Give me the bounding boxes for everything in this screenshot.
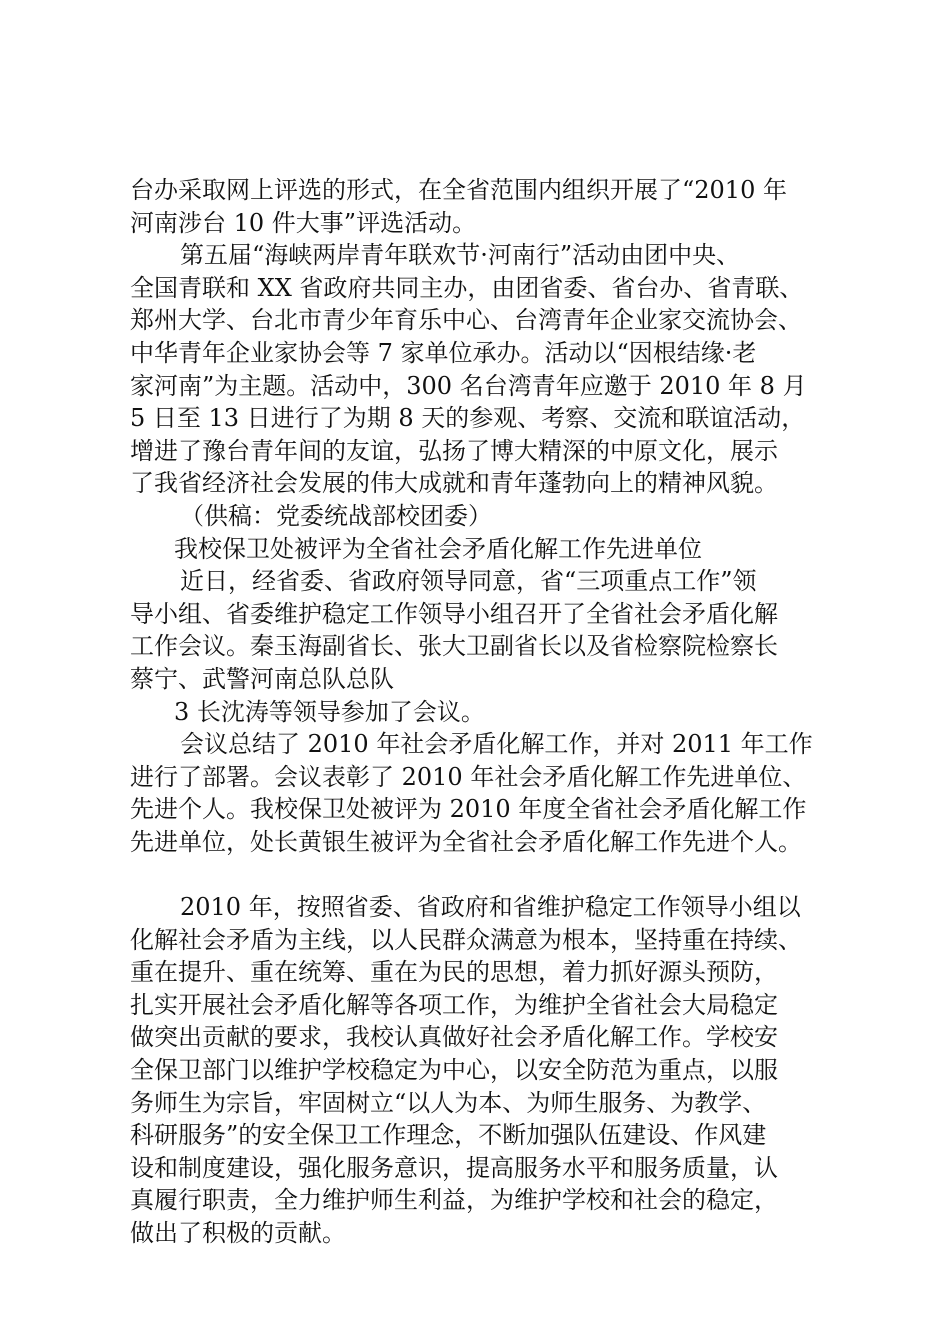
text-line: 进行了部署。会议表彰了 2010 年社会矛盾化解工作先进单位、 xyxy=(130,762,807,791)
text-line: 中华青年企业家协会等 7 家单位承办。活动以“因根结缘·老 xyxy=(130,338,757,367)
text-line: 台办采取网上评选的形式，在全省范围内组织开展了“2010 年 xyxy=(130,176,787,204)
text-line: 做出了积极的贡献。 xyxy=(130,1219,346,1247)
text-line: 河南涉台 10 件大事”评选活动。 xyxy=(130,208,477,237)
text-line: 5 日至 13 日进行了为期 8 天的参观、考察、交流和联谊活动， xyxy=(130,404,806,433)
text-line: 务师生为宗旨，牢固树立“以人为本、为师生服务、为教学、 xyxy=(130,1088,767,1117)
text-line: 增进了豫台青年间的友谊，弘扬了博大精深的中原文化，展示 xyxy=(130,436,778,465)
document-body xyxy=(130,174,842,1250)
text-line: 了我省经济社会发展的伟大成就和青年蓬勃向上的精神风貌。 xyxy=(130,469,778,498)
paragraph-gap xyxy=(130,858,842,891)
paragraph-start-line: 第五届“海峡两岸青年联欢节·河南行”活动由团中央、 xyxy=(180,241,741,270)
text-line: 化解社会矛盾为主线，以人民群众满意为根本，坚持重在持续、 xyxy=(130,925,802,954)
text-line: 设和制度建设，强化服务意识，提高服务水平和服务质量，认 xyxy=(130,1153,778,1182)
text-line: 全国青联和 XX 省政府共同主办，由团省委、省台办、省青联、 xyxy=(130,273,804,302)
text-line: 做突出贡献的要求，我校认真做好社会矛盾化解工作。学校安 xyxy=(130,1023,778,1052)
source-credit: （供稿：党委统战部校团委） xyxy=(180,501,492,530)
paragraph-start-line: 会议总结了 2010 年社会矛盾化解工作，并对 2011 年工作 xyxy=(180,730,813,759)
text-line: 蔡宁、武警河南总队总队 xyxy=(130,664,394,693)
text-line: 先进单位，处长黄银生被评为全省社会矛盾化解工作先进个人。 xyxy=(130,827,802,856)
text-line: 重在提升、重在统筹、重在为民的思想，着力抓好源头预防， xyxy=(130,958,778,987)
text-line: 郑州大学、台北市青少年育乐中心、台湾青年企业家交流协会、 xyxy=(130,306,802,335)
text-line: 先进个人。我校保卫处被评为 2010 年度全省社会矛盾化解工作 xyxy=(130,795,807,824)
text-line: 科研服务”的安全保卫工作理念，不断加强队伍建设、作风建 xyxy=(130,1121,767,1150)
text-line: 全保卫部门以维护学校稳定为中心，以安全防范为重点，以服 xyxy=(130,1056,778,1085)
article-title: 我校保卫处被评为全省社会矛盾化解工作先进单位 xyxy=(174,534,702,563)
text-line: 家河南”为主题。活动中，300 名台湾青年应邀于 2010 年 8 月 xyxy=(130,371,807,400)
paragraph-start-line: 2010 年，按照省委、省政府和省维护稳定工作领导小组以 xyxy=(180,893,801,922)
text-line: 真履行职责，全力维护师生利益，为维护学校和社会的稳定， xyxy=(130,1186,778,1215)
text-line: 工作会议。秦玉海副省长、张大卫副省长以及省检察院检察长 xyxy=(130,632,778,661)
text-line: 导小组、省委维护稳定工作领导小组召开了全省社会矛盾化解 xyxy=(130,599,778,628)
text-line: 3 长沈涛等领导参加了会议。 xyxy=(174,697,485,726)
text-line: 扎实开展社会矛盾化解等各项工作，为维护全省社会大局稳定 xyxy=(130,990,778,1019)
paragraph-start-line: 近日，经省委、省政府领导同意，省“三项重点工作”领 xyxy=(180,567,757,596)
